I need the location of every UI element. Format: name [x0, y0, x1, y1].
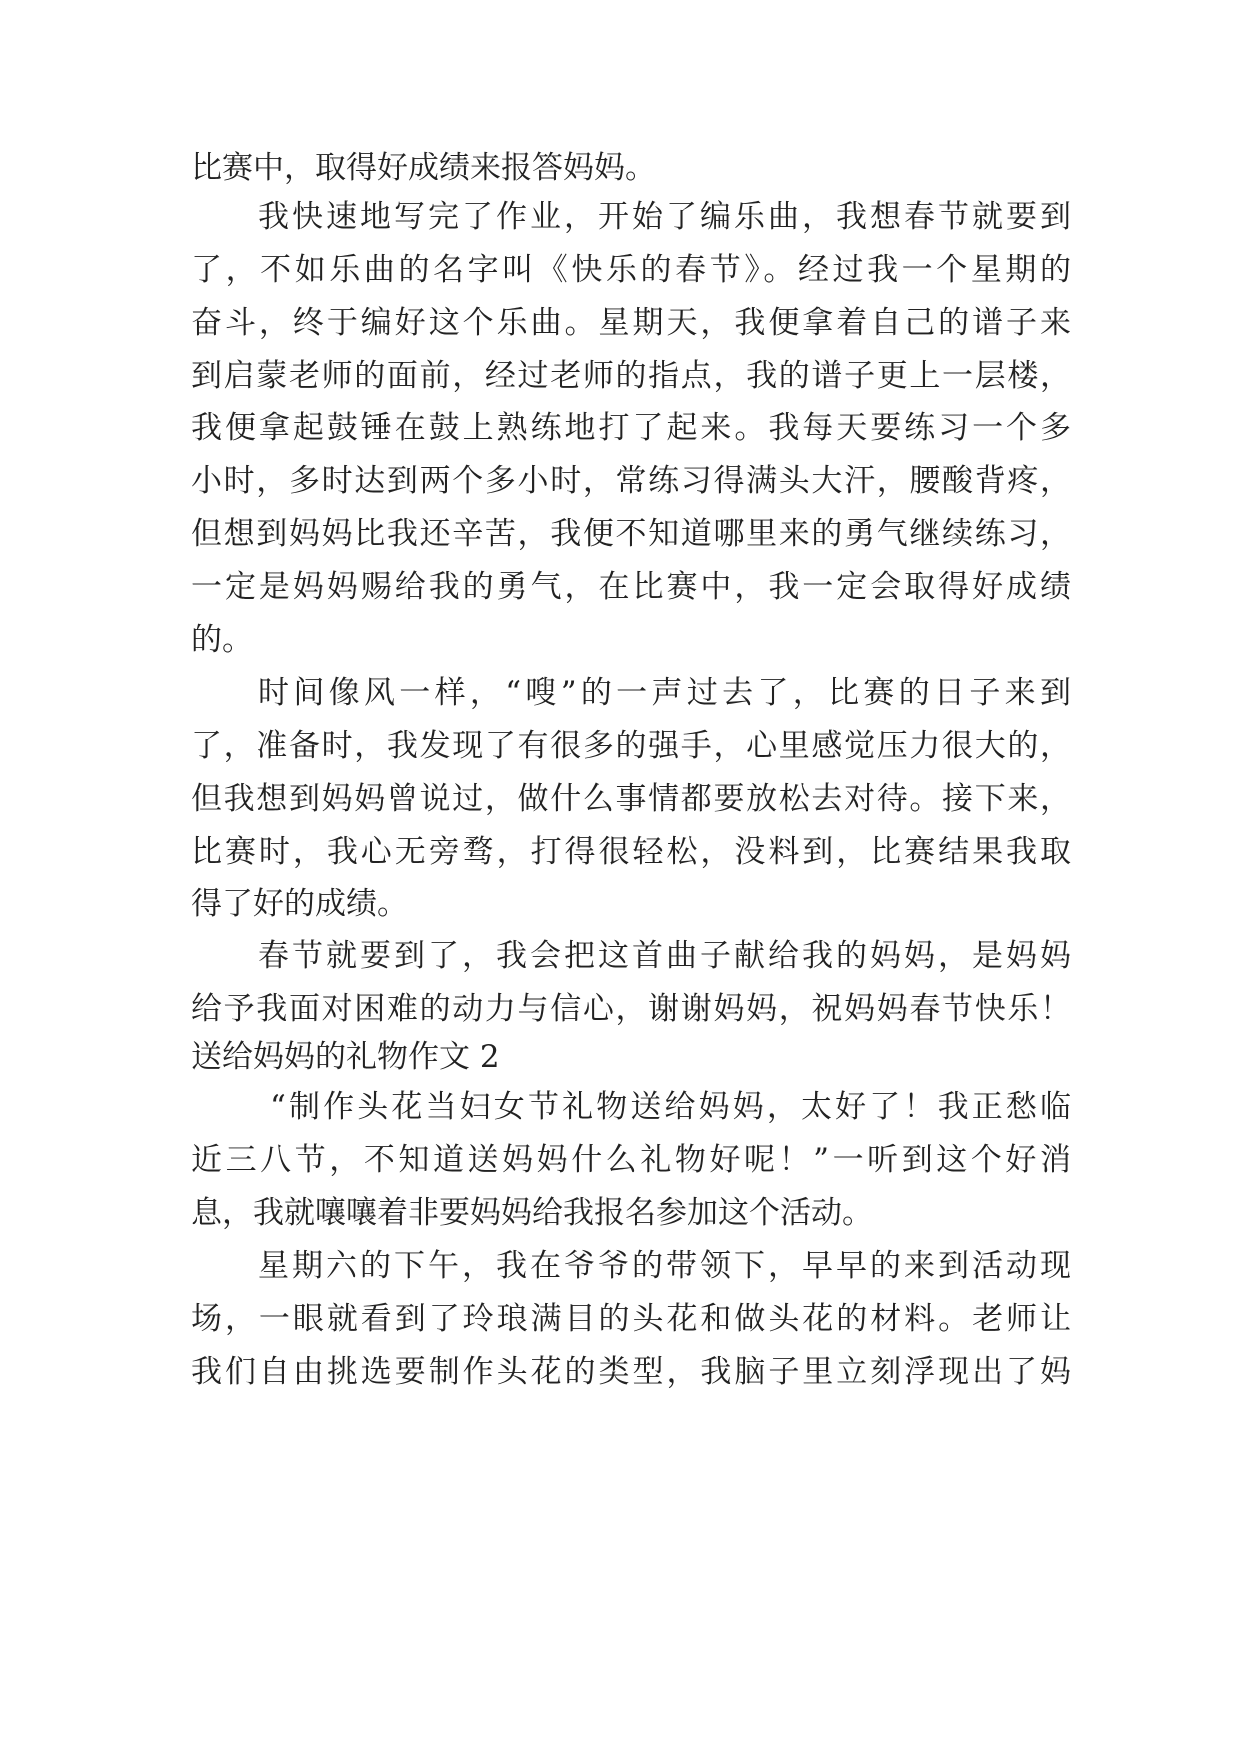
text-line-22: 场，一眼就看到了玲琅满目的头花和做头花的材料。老师让	[191, 1301, 1071, 1337]
text-line-13: 但我想到妈妈曾说过，做什么事情都要放松去对待。接下来，	[191, 781, 1071, 817]
section-heading: 送给妈妈的礼物作文 2	[191, 1039, 500, 1075]
text-line-7: 小时，多时达到两个多小时，常练习得满头大汗，腰酸背疼，	[191, 463, 1071, 499]
text-line-2: 我快速地写完了作业，开始了编乐曲，我想春节就要到	[258, 199, 1071, 235]
text-line-9: 一定是妈妈赐给我的勇气，在比赛中，我一定会取得好成绩	[191, 569, 1071, 605]
text-line-1: 比赛中，取得好成绩来报答妈妈。	[191, 150, 656, 186]
text-line-17: 给予我面对困难的动力与信心，谢谢妈妈，祝妈妈春节快乐！	[191, 991, 1071, 1027]
text-line-15: 得了好的成绩。	[191, 886, 408, 922]
text-line-20: 息，我就嚷嚷着非要妈妈给我报名参加这个活动。	[191, 1195, 873, 1231]
text-line-5: 到启蒙老师的面前，经过老师的指点，我的谱子更上一层楼，	[191, 358, 1071, 394]
text-line-6: 我便拿起鼓锤在鼓上熟练地打了起来。我每天要练习一个多	[191, 410, 1071, 446]
text-line-12: 了，准备时，我发现了有很多的强手，心里感觉压力很大的，	[191, 728, 1071, 764]
text-line-8: 但想到妈妈比我还辛苦，我便不知道哪里来的勇气继续练习，	[191, 516, 1071, 552]
text-line-23: 我们自由挑选要制作头花的类型，我脑子里立刻浮现出了妈	[191, 1354, 1071, 1390]
text-line-3: 了，不如乐曲的名字叫《快乐的春节》。经过我一个星期的	[191, 252, 1071, 288]
text-line-14: 比赛时，我心无旁骛，打得很轻松，没料到，比赛结果我取	[191, 834, 1071, 870]
text-line-18: “制作头花当妇女节礼物送给妈妈，太好了！我正愁临	[270, 1089, 1071, 1125]
text-line-10: 的。	[191, 622, 253, 658]
text-line-21: 星期六的下午，我在爷爷的带领下，早早的来到活动现	[258, 1248, 1071, 1284]
text-line-19: 近三八节，不知道送妈妈什么礼物好呢！”一听到这个好消	[191, 1142, 1071, 1178]
text-line-4: 奋斗，终于编好这个乐曲。星期天，我便拿着自己的谱子来	[191, 305, 1071, 341]
text-line-16: 春节就要到了，我会把这首曲子献给我的妈妈，是妈妈	[258, 938, 1071, 974]
text-line-11: 时间像风一样，“嗖”的一声过去了，比赛的日子来到	[258, 675, 1071, 711]
